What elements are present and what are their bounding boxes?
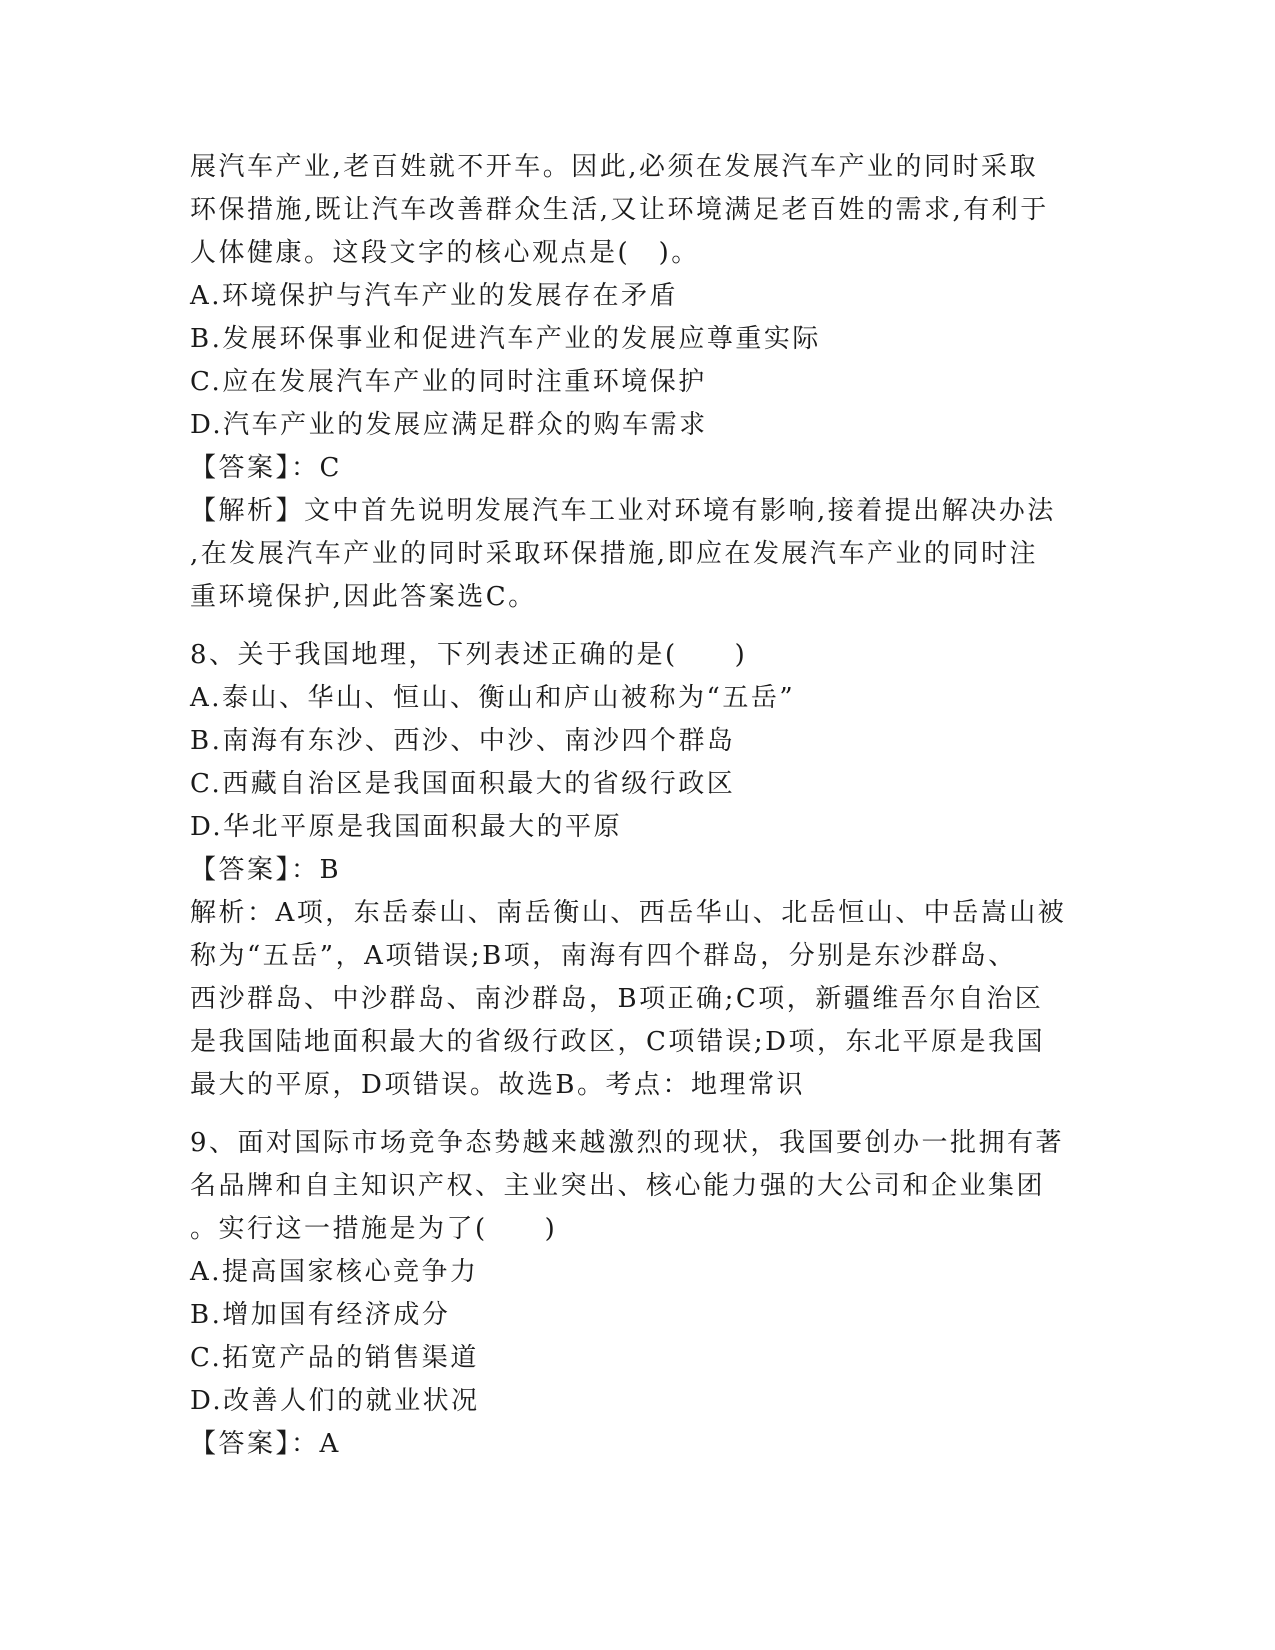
question-7-option-a: A.环境保护与汽车产业的发展存在矛盾 — [190, 281, 679, 311]
question-9-option-d: D.改善人们的就业状况 — [190, 1386, 480, 1416]
spacer — [190, 619, 1090, 634]
question-7 — [190, 146, 1090, 619]
question-9-stem-line: 9、面对国际市场竞争态势越来越激烈的现状，我国要创办一批拥有著 — [190, 1128, 1065, 1158]
question-9-answer: 【答案】：A — [190, 1429, 341, 1459]
question-8-analysis-line: 西沙群岛、中沙群岛、南沙群岛，B项正确;C项，新疆维吾尔自治区 — [190, 984, 1044, 1014]
question-8-analysis-line: 最大的平原，D项错误。故选B。考点：地理常识 — [190, 1070, 805, 1100]
question-8-option-b: B.南海有东沙、西沙、中沙、南沙四个群岛 — [190, 726, 736, 756]
question-7-stem-line: 环保措施,既让汽车改善群众生活,又让环境满足老百姓的需求,有利于 — [190, 195, 1049, 225]
question-9-stem-line: 。实行这一措施是为了( ) — [190, 1214, 558, 1244]
question-7-analysis-line: 重环境保护,因此答案选C。 — [190, 582, 537, 612]
question-9 — [190, 1122, 1090, 1466]
document-page — [190, 146, 1090, 1466]
question-7-analysis-line: ,在发展汽车产业的同时采取环保措施,即应在发展汽车产业的同时注 — [190, 539, 1039, 569]
question-8-analysis-line: 是我国陆地面积最大的省级行政区，C项错误;D项，东北平原是我国 — [190, 1027, 1045, 1057]
question-9-stem-line: 名品牌和自主知识产权、主业突出、核心能力强的大公司和企业集团 — [190, 1171, 1046, 1201]
question-7-analysis-line: 【解析】文中首先说明发展汽车工业对环境有影响,接着提出解决办法 — [190, 496, 1056, 526]
question-7-option-c: C.应在发展汽车产业的同时注重环境保护 — [190, 367, 707, 397]
question-8-option-d: D.华北平原是我国面积最大的平原 — [190, 812, 623, 842]
question-9-option-c: C.拓宽产品的销售渠道 — [190, 1343, 479, 1373]
question-7-stem-line: 人体健康。这段文字的核心观点是( )。 — [190, 238, 700, 268]
question-7-answer: 【答案】：C — [190, 453, 342, 483]
question-8 — [190, 634, 1090, 1107]
question-8-analysis-line: 称为“五岳”，A项错误;B项，南海有四个群岛，分别是东沙群岛、 — [190, 941, 1017, 971]
question-7-stem-line: 展汽车产业,老百姓就不开车。因此,必须在发展汽车产业的同时采取 — [190, 152, 1039, 182]
question-8-stem-line: 8、关于我国地理，下列表述正确的是( ) — [190, 640, 748, 670]
spacer — [190, 1107, 1090, 1122]
question-8-analysis-line: 解析：A项，东岳泰山、南岳衡山、西岳华山、北岳恒山、中岳嵩山被 — [190, 898, 1067, 928]
question-7-option-d: D.汽车产业的发展应满足群众的购车需求 — [190, 410, 708, 440]
question-7-option-b: B.发展环保事业和促进汽车产业的发展应尊重实际 — [190, 324, 821, 354]
question-8-answer: 【答案】：B — [190, 855, 342, 885]
question-8-option-c: C.西藏自治区是我国面积最大的省级行政区 — [190, 769, 736, 799]
question-8-option-a: A.泰山、华山、恒山、衡山和庐山被称为“五岳” — [190, 683, 796, 713]
question-9-option-a: A.提高国家核心竞争力 — [190, 1257, 479, 1287]
question-9-option-b: B.增加国有经济成分 — [190, 1300, 451, 1330]
